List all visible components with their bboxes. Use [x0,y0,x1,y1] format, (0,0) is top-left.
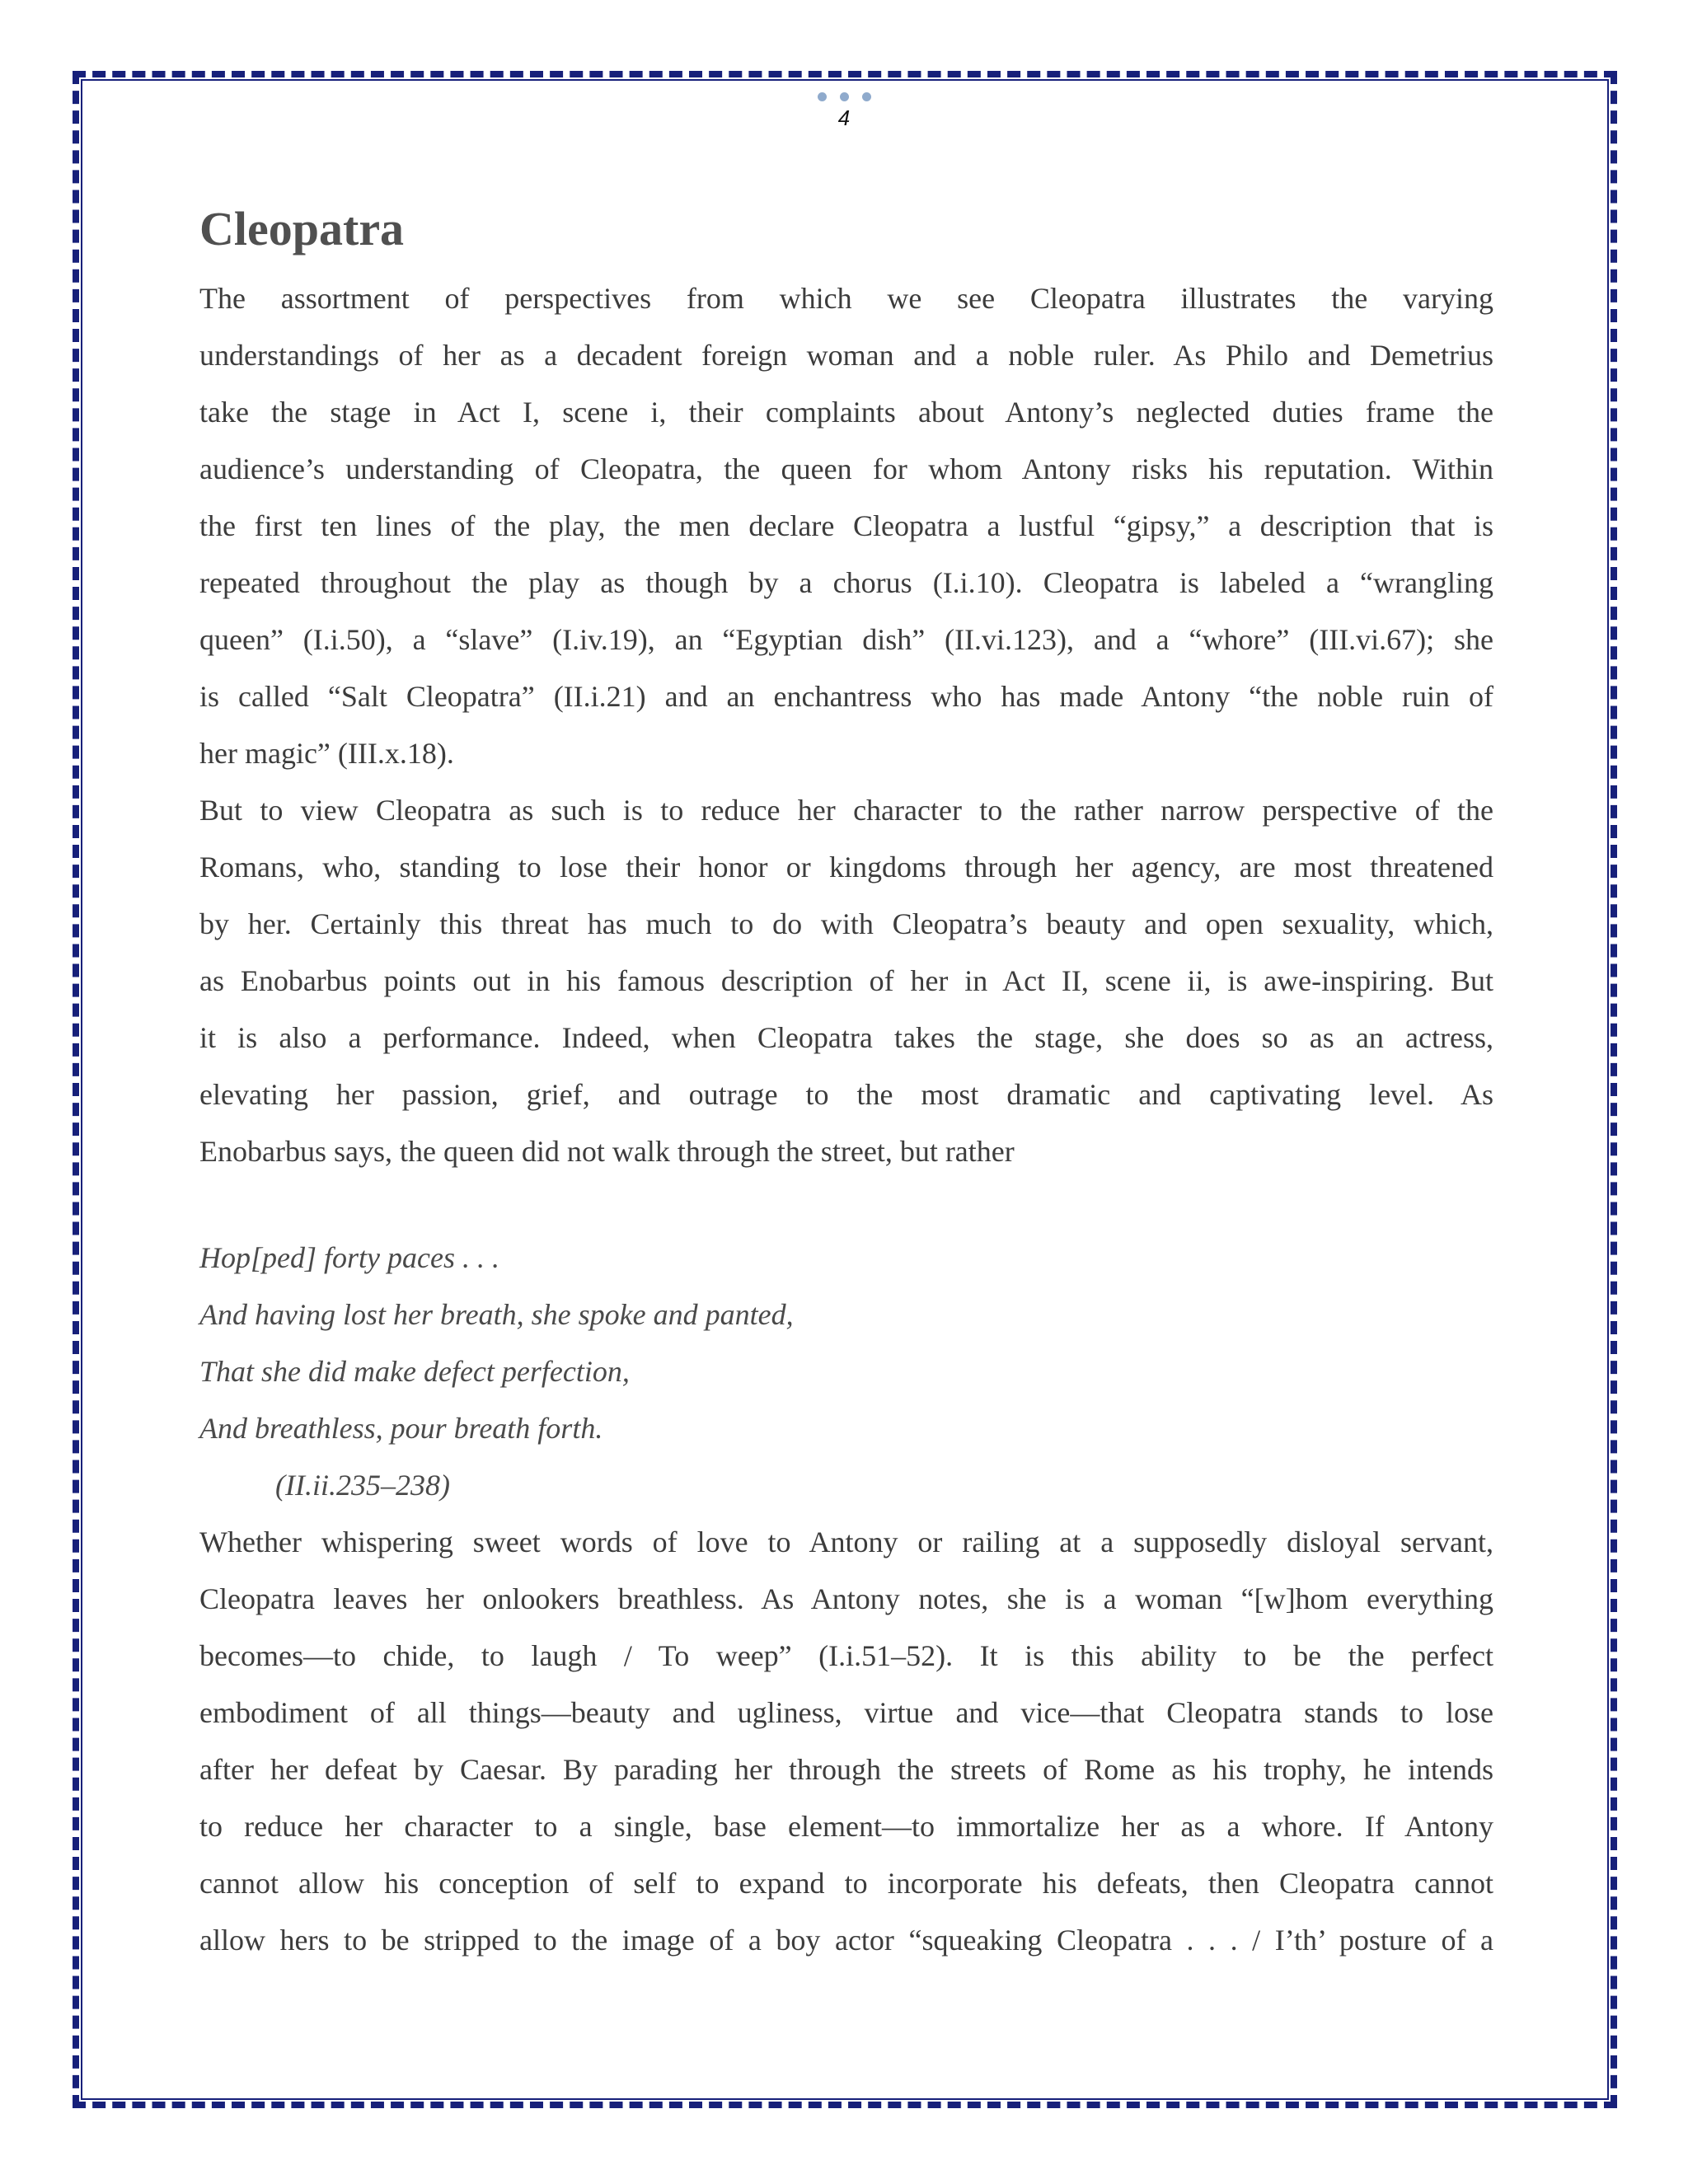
quote-citation: (II.ii.235–238) [275,1469,450,1502]
text-line: allow hers to be stripped to the image of a boy actor “squeaking Cleopatra . . . / I’th’ posture of a [199,1924,1493,1957]
text-line: Cleopatra leaves her onlookers breathless. As Antony notes, she is a woman “[w]hom everything [199,1582,1493,1615]
document-body [199,196,1493,1969]
text-line: embodiment of all things—beauty and ugliness, virtue and vice—that Cleopatra stands to lose [199,1696,1493,1729]
text-line: elevating her passion, grief, and outrage to the most dramatic and captivating level. As [199,1078,1493,1111]
text-line: it is also a performance. Indeed, when Cleopatra takes the stage, she does so as an actress, [199,1021,1493,1054]
text-line: becomes—to chide, to laugh / To weep” (I.i.51–52). It is this ability to be the perfect [199,1639,1493,1672]
text-line: queen” (I.i.50), a “slave” (I.iv.19), an “Egyptian dish” (II.vi.123), and a “whore” (III.vi.67); she [199,623,1493,656]
dot-ornament-icon [818,92,827,101]
spacer [199,1180,1493,1230]
dot-ornament-icon [862,92,871,101]
text-line: The assortment of perspectives from which we see Cleopatra illustrates the varying [199,282,1493,315]
text-line: take the stage in Act I, scene i, their complaints about Antony’s neglected duties frame the [199,396,1493,429]
block-quote [199,1230,1493,1514]
text-line: Enobarbus says, the queen did not walk through the street, but rather [199,1135,1015,1168]
page-header [0,92,1688,130]
text-line: her magic” (III.x.18). [199,737,454,770]
text-line: after her defeat by Caesar. By parading her through the streets of Rome as his trophy, he intends [199,1753,1493,1786]
verse-line: And having lost her breath, she spoke and panted, [199,1298,794,1331]
text-line: repeated throughout the play as though by a chorus (I.i.10). Cleopatra is labeled a “wrangling [199,566,1493,599]
verse-line: Hop[ped] forty paces . . . [199,1241,499,1274]
text-line: to reduce her character to a single, base element—to immortalize her as a whore. If Antony [199,1810,1493,1843]
text-line: cannot allow his conception of self to expand to incorporate his defeats, then Cleopatra cannot [199,1867,1493,1900]
header-dots-ornament [0,92,1688,104]
text-line: understandings of her as a decadent foreign woman and a noble ruler. As Philo and Demetrius [199,339,1493,372]
text-line: the first ten lines of the play, the men declare Cleopatra a lustful “gipsy,” a description that is [199,509,1493,542]
paragraph-3 [199,1514,1493,1969]
text-line: is called “Salt Cleopatra” (II.i.21) and an enchantress who has made Antony “the noble ruin of [199,680,1493,713]
paragraph-2 [199,782,1493,1180]
section-heading: Cleopatra [199,202,405,255]
text-line: Whether whispering sweet words of love to Antony or railing at a supposedly disloyal servant, [199,1526,1493,1558]
text-line: But to view Cleopatra as such is to reduce her character to the rather narrow perspective of the [199,794,1493,827]
text-line: by her. Certainly this threat has much to do with Cleopatra’s beauty and open sexuality, which, [199,907,1493,940]
text-line: Romans, who, standing to lose their honor or kingdoms through her agency, are most threatened [199,851,1493,883]
text-line: as Enobarbus points out in his famous description of her in Act II, scene ii, is awe-inspiring. But [199,964,1493,997]
verse-line: That she did make defect perfection, [199,1355,630,1388]
text-line: audience’s understanding of Cleopatra, the queen for whom Antony risks his reputation. Within [199,452,1493,485]
page-number: 4 [837,105,851,130]
verse-line: And breathless, pour breath forth. [199,1412,603,1445]
dot-ornament-icon [840,92,849,101]
paragraph-1 [199,270,1493,782]
